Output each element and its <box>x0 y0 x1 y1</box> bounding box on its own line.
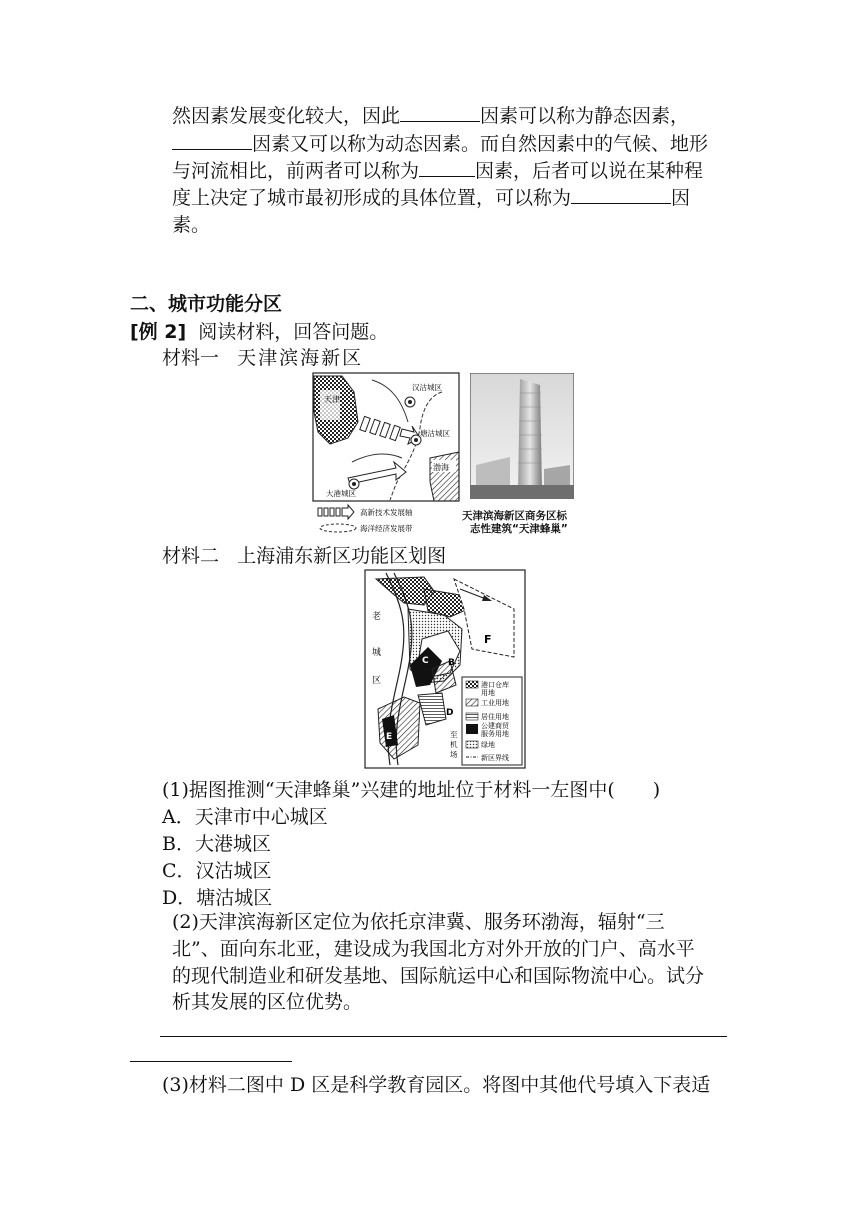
question-3: (3)材料二图中 D 区是科学教育园区。将图中其他代号填入下表适 <box>162 1074 711 1096</box>
intro-line-3: 与河流相比，前两者可以称为 因素，后者可以说在某种程 <box>172 160 704 182</box>
legend-item: 服务用地 <box>481 730 509 738</box>
material-1-heading <box>162 343 363 370</box>
option-a[interactable]: A．天津市中心城区 <box>162 806 328 828</box>
answer-line[interactable] <box>130 1061 292 1062</box>
material-1-label: 材料一 <box>162 347 220 369</box>
question-2-line-4: 析其发展的区位优势。 <box>172 991 363 1013</box>
question-2-line-1: (2)天津滨海新区定位为依托京津冀、服务环渤海，辐射“三 <box>172 911 665 933</box>
material-1-title: 天津滨海新区 <box>237 347 364 369</box>
tianjin-binhai-map <box>312 372 462 538</box>
dagang-label: 大港城区 <box>326 489 356 498</box>
question-2-line-2: 北”、面向东北亚，建设成为我国北方对外开放的门户、高水平 <box>172 938 695 960</box>
question-2-line-3: 的现代制造业和研发基地、国际航运中心和国际物流中心。试分 <box>172 965 705 987</box>
intro-line-4: 度上决定了城市最初形成的具体位置，可以称为 因 <box>172 187 691 209</box>
legend-item: 公建商贸 <box>481 722 509 730</box>
photo-caption: 天津滨海新区商务区标 志性建筑“天津蜂巢” <box>462 510 568 535</box>
legend-item: 绿地 <box>481 741 495 749</box>
hangu-label: 汉沽城区 <box>412 383 442 392</box>
tanggu-label: 塘沽城区 <box>420 429 450 438</box>
answer-blank[interactable] <box>172 131 252 150</box>
legend-item: 新区界线 <box>481 754 509 762</box>
airport-label: 机 <box>450 740 458 749</box>
answer-blank[interactable] <box>571 185 671 204</box>
zone-B: B <box>448 658 455 668</box>
section-title: 二、城市功能分区 <box>130 293 283 315</box>
answer-line[interactable] <box>160 1036 727 1037</box>
tianjin-fengchao-photo <box>470 373 574 499</box>
pudong-function-map <box>364 569 526 769</box>
legend-item: 居住用地 <box>481 713 509 721</box>
side-label: 老 <box>372 612 382 622</box>
material-2-label: 材料二 <box>162 545 220 567</box>
zone-E: E <box>386 732 393 742</box>
tianjin-label: 天津 <box>324 395 340 404</box>
legend-item: 港口仓库 <box>481 681 509 689</box>
side-label: 区 <box>372 676 382 686</box>
legend-ocean-belt: 海洋经济发展带 <box>360 524 413 533</box>
example-tag: [例 2] <box>130 321 187 343</box>
zone-F: F <box>484 633 492 646</box>
answer-blank[interactable] <box>419 158 475 177</box>
option-c[interactable]: C．汉沽城区 <box>162 860 272 882</box>
side-label: 城 <box>372 648 382 658</box>
option-d[interactable]: D．塘沽城区 <box>162 887 273 909</box>
airport-label: 至 <box>450 730 458 739</box>
material-2-heading <box>162 541 446 568</box>
zone-C: C <box>422 656 429 666</box>
option-b[interactable]: B．大港城区 <box>162 833 271 855</box>
example-heading <box>130 317 388 344</box>
legend-item: 用地 <box>481 689 495 697</box>
material-2-title: 上海浦东新区功能区划图 <box>237 545 447 567</box>
intro-line-2: 因素又可以称为动态因素。而自然因素中的气候、地形 <box>172 131 732 157</box>
airport-label: 场 <box>450 750 458 759</box>
intro-line-1: 然因素发展变化较大，因此 因素可以称为静态因素， <box>172 105 690 127</box>
answer-blank[interactable] <box>400 103 480 122</box>
legend-item: 工业用地 <box>481 699 509 707</box>
legend-tech-axis: 高新技术发展轴 <box>360 508 413 517</box>
example-instruction: 阅读材料，回答问题。 <box>198 321 389 343</box>
question-1: (1)据图推测“天津蜂巢”兴建的地址位于材料一左图中( ) <box>162 779 661 801</box>
bohai-label: 渤海 <box>433 463 449 472</box>
intro-line-5: 素。 <box>172 214 211 236</box>
zone-D: D <box>446 708 454 718</box>
